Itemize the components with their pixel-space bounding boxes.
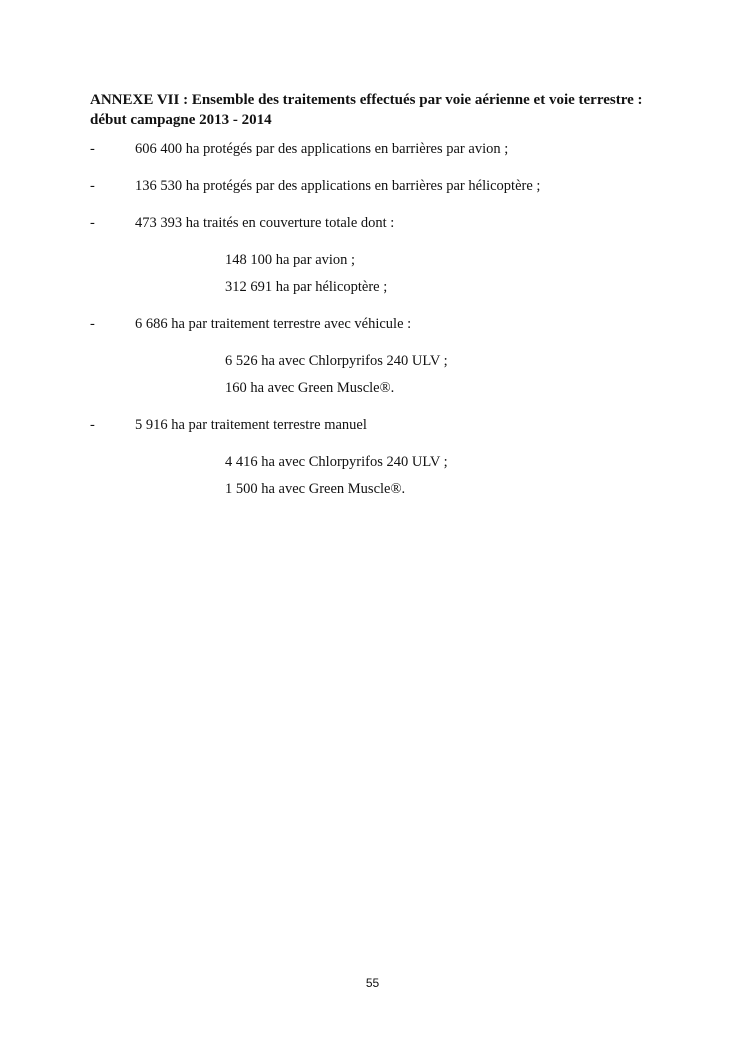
annex-heading — [90, 90, 660, 130]
list-item-text: 136 530 ha protégés par des applications en barrières par hélicoptère ; — [135, 178, 541, 194]
sub-list-ground-manual — [90, 453, 660, 499]
sub-item-plane: 148 100 ha par avion ; — [225, 252, 356, 268]
sub-item-helicopter: 312 691 ha par hélicoptère ; — [225, 279, 388, 295]
list-item-text: 6 686 ha par traitement terrestre avec véhicule : — [135, 316, 412, 332]
sub-item-chlorpyrifos: 6 526 ha avec Chlorpyrifos 240 ULV ; — [225, 353, 448, 369]
list-bullet: - — [90, 215, 95, 231]
list-item-text: 5 916 ha par traitement terrestre manuel — [135, 417, 367, 433]
sub-item-green-muscle: 160 ha avec Green Muscle®. — [225, 380, 395, 396]
page-number: 55 — [365, 976, 380, 990]
sub-item-chlorpyrifos: 4 416 ha avec Chlorpyrifos 240 ULV ; — [225, 454, 448, 470]
list-item-ground-vehicle — [90, 315, 660, 334]
annex-heading-line-2: début campagne 2013 - 2014 — [90, 112, 272, 128]
list-bullet: - — [90, 141, 95, 157]
annex-heading-line-1: ANNEXE VII : Ensemble des traitements effectués par voie aérienne et voie terrestre : — [90, 92, 643, 108]
list-item-aerial-helicopter-barriers — [90, 177, 660, 196]
annex-content — [90, 90, 660, 499]
sub-list-ground-vehicle — [90, 352, 660, 398]
list-bullet: - — [90, 417, 95, 433]
list-bullet: - — [90, 316, 95, 332]
list-bullet: - — [90, 178, 95, 194]
list-item-ground-manual — [90, 416, 660, 435]
list-item-text: 606 400 ha protégés par des applications en barrières par avion ; — [135, 141, 509, 157]
list-item-total-coverage — [90, 214, 660, 233]
sub-list-total-coverage — [90, 251, 660, 297]
list-item-text: 473 393 ha traités en couverture totale dont : — [135, 215, 395, 231]
list-item-aerial-plane-barriers — [90, 140, 660, 159]
sub-item-green-muscle: 1 500 ha avec Green Muscle®. — [225, 481, 406, 497]
